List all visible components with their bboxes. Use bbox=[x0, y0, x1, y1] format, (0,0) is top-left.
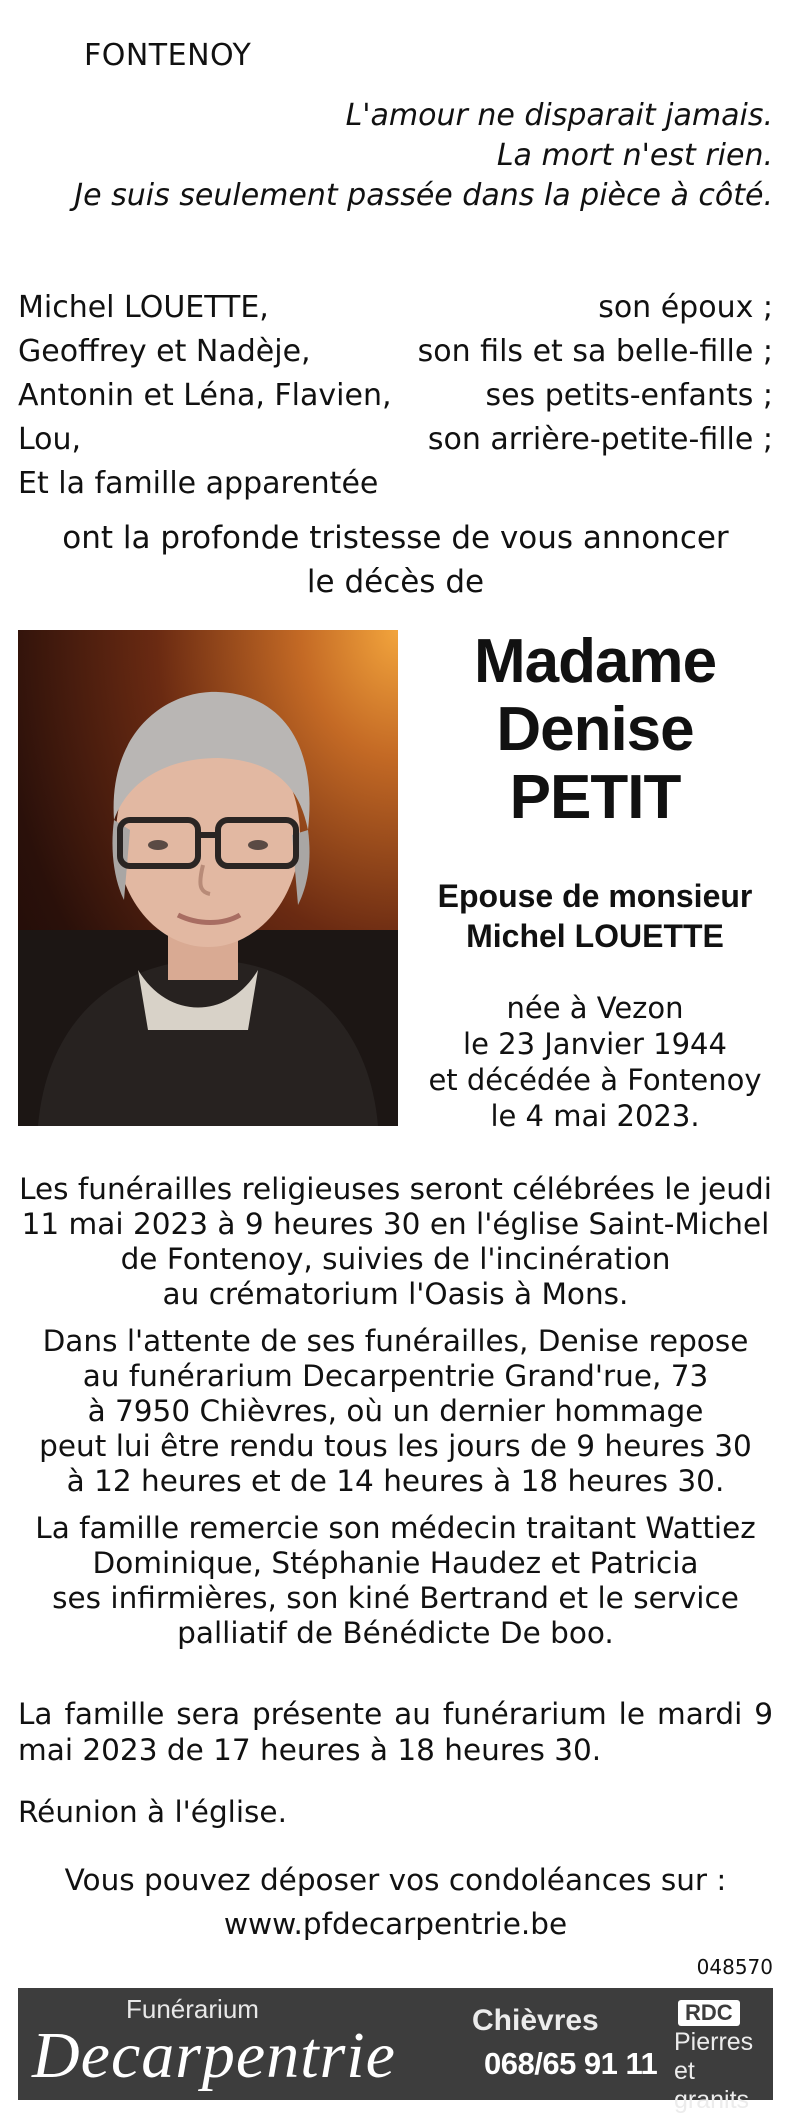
paragraph-line: à 7950 Chièvres, où un dernier hommage bbox=[87, 1394, 704, 1428]
birth-death-line: le 4 mai 2023. bbox=[490, 1099, 700, 1133]
portrait-illustration bbox=[18, 630, 398, 1126]
banner-rdc-badge: RDC bbox=[678, 2000, 740, 2026]
family-row bbox=[18, 418, 773, 462]
quote-line: Je suis seulement passée dans la pièce à côté. bbox=[74, 178, 773, 213]
paragraph-line: à 12 heures et de 14 heures à 18 heures 30. bbox=[66, 1464, 725, 1498]
family-member-relation: son époux ; bbox=[598, 290, 773, 325]
paragraph-line: Dominique, Stéphanie Haudez et Patricia bbox=[92, 1546, 699, 1580]
announcement-line: le décès de bbox=[306, 564, 485, 600]
paragraph-line: La famille remercie son médecin traitant Wattiez bbox=[35, 1511, 756, 1545]
deceased-name-line: PETIT bbox=[509, 763, 681, 832]
funeral-home-banner bbox=[18, 1988, 773, 2114]
spouse-line: Epouse de monsieur bbox=[437, 878, 753, 914]
family-list bbox=[18, 286, 773, 506]
presence-paragraph: La famille sera présente au funérarium le mardi 9 mai 2023 de 17 heures à 18 heures 30. bbox=[18, 1697, 773, 1767]
banner-tagline-line: et granits bbox=[674, 2057, 750, 2114]
condolences-website-link[interactable]: www.pfdecarpentrie.be bbox=[223, 1907, 568, 1941]
paragraph-line: peut lui être rendu tous les jours de 9 heures 30 bbox=[39, 1429, 752, 1463]
announcement-line: ont la profonde tristesse de vous annoncer bbox=[62, 520, 729, 556]
family-row bbox=[18, 286, 773, 330]
family-row bbox=[18, 462, 773, 506]
birth-death-line: née à Vezon bbox=[506, 991, 684, 1025]
spouse-line: Michel LOUETTE bbox=[466, 918, 724, 954]
paragraph-line: Dans l'attente de ses funérailles, Denise repose bbox=[42, 1324, 749, 1358]
paragraph-line: ses infirmières, son kiné Bertrand et le service bbox=[52, 1581, 739, 1615]
deceased-name-line: Denise bbox=[496, 695, 694, 764]
banner-phone: 068/65 91 11 bbox=[484, 2046, 658, 2081]
deceased-info bbox=[410, 628, 780, 1134]
banner-tagline bbox=[674, 2028, 773, 2115]
announcement bbox=[0, 516, 791, 604]
family-member-relation: ses petits-enfants ; bbox=[485, 378, 773, 413]
family-member-name: Antonin et Léna, Flavien, bbox=[18, 378, 392, 413]
paragraph-line: palliatif de Bénédicte De boo. bbox=[177, 1616, 614, 1650]
thanks-paragraph bbox=[18, 1511, 773, 1651]
quote-line: L'amour ne disparait jamais. bbox=[345, 98, 773, 133]
banner-tagline-line: Pierres bbox=[674, 2028, 754, 2056]
family-member-relation: son fils et sa belle-fille ; bbox=[417, 334, 773, 369]
quote-line: La mort n'est rien. bbox=[496, 138, 773, 173]
banner-city: Chièvres bbox=[472, 2004, 599, 2037]
banner-small-label: Funérarium bbox=[126, 1994, 259, 2024]
birth-death-line: et décédée à Fontenoy bbox=[428, 1063, 762, 1097]
family-member-name: Geoffrey et Nadèje, bbox=[18, 334, 311, 369]
birth-death-info bbox=[410, 990, 780, 1134]
paragraph-line: 11 mai 2023 à 9 heures 30 en l'église Saint-Michel bbox=[21, 1207, 770, 1241]
portrait-photo bbox=[18, 630, 398, 1126]
banner-brand-logo: Decarpentrie bbox=[32, 2019, 396, 2092]
quote bbox=[13, 96, 773, 216]
spouse-info bbox=[410, 876, 780, 956]
family-row bbox=[18, 330, 773, 374]
reference-number: 048570 bbox=[696, 1955, 773, 1979]
family-member-name: Michel LOUETTE, bbox=[18, 290, 269, 325]
funeral-details bbox=[18, 1172, 773, 1663]
paragraph-line: au funérarium Decarpentrie Grand'rue, 73 bbox=[82, 1359, 709, 1393]
condolences bbox=[0, 1858, 791, 1946]
family-member-name: Et la famille apparentée bbox=[18, 466, 379, 501]
birth-death-line: le 23 Janvier 1944 bbox=[463, 1027, 727, 1061]
family-member-name: Lou, bbox=[18, 422, 82, 457]
family-member-relation: son arrière-petite-fille ; bbox=[427, 422, 773, 457]
location-heading: FONTENOY bbox=[84, 38, 252, 73]
condolences-text: Vous pouvez déposer vos condoléances sur : bbox=[64, 1863, 727, 1897]
deceased-name-line: Madame bbox=[473, 627, 717, 696]
visitation-paragraph bbox=[18, 1324, 773, 1499]
funeral-paragraph bbox=[18, 1172, 773, 1312]
paragraph-line: de Fontenoy, suivies de l'incinération bbox=[120, 1242, 671, 1276]
paragraph-line: Les funérailles religieuses seront célébrées le jeudi bbox=[19, 1172, 772, 1206]
family-row bbox=[18, 374, 773, 418]
paragraph-line: au crématorium l'Oasis à Mons. bbox=[162, 1277, 629, 1311]
reunion-note: Réunion à l'église. bbox=[18, 1795, 287, 1829]
